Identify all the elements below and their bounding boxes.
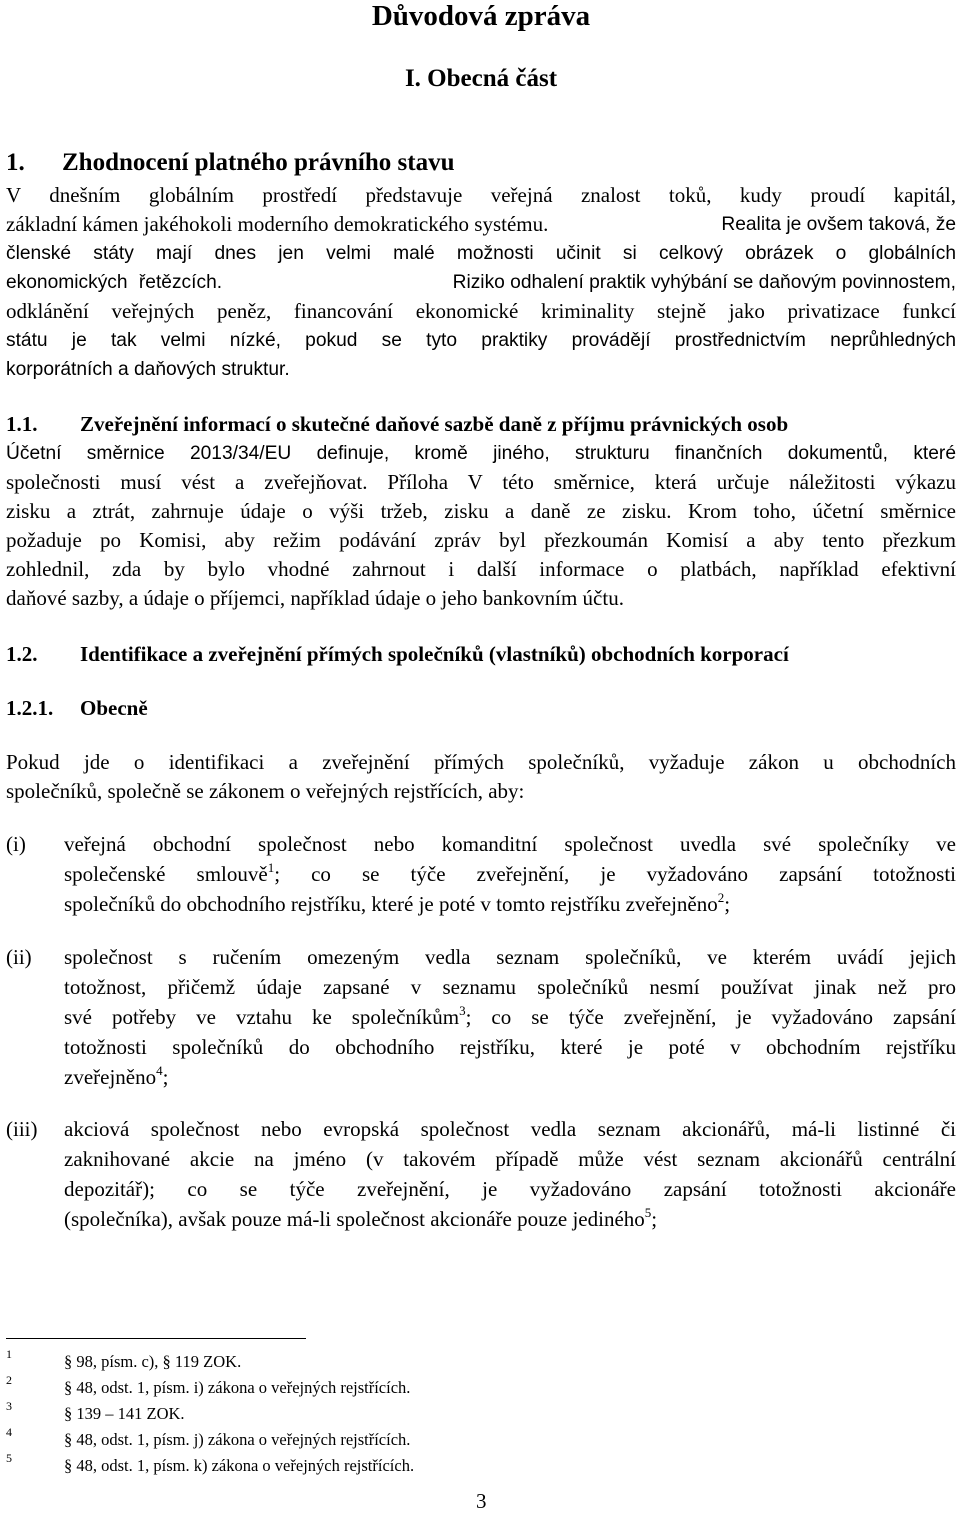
list-item-fragment: ; co se týče zveřejnění, je vyžadováno zapsání totožnosti [274,862,956,886]
list-item-line: zaknihované akcie na jméno (v takovém případě může vést seznam akcionářů centrální [64,1147,956,1171]
list-item-line [64,860,956,889]
page-number: 3 [476,1489,487,1513]
section-1-title: Zhodnocení platného právního stavu [62,149,455,176]
list-item-line: totožnosti společníků do obchodního rejstříku, které je poté v obchodním rejstříku [64,1035,956,1059]
footnote-number: 5 [6,1451,12,1465]
paragraph-line: korporátních a daňových struktur. [6,359,290,380]
list-item-fragment: zveřejněno [64,1065,157,1089]
list-item-fragment: ; co se týče zveřejnění, je vyžadováno zapsání [465,1005,956,1029]
list-item-fragment: ; [724,892,731,916]
paragraph-line: odklánění veřejných peněz, financování ekonomické kriminality stejně jako privatizace funkcí [6,299,956,323]
section-1-1-number: 1.1. [6,412,38,436]
footnote-ref: 1 [267,860,275,875]
paragraph-line: zisku a ztrát, zahrnuje údaje o výši tržeb, zisku a daně ze zisku. Krom toho, účetní směrnice [6,499,956,523]
paragraph-fragment: Realita je ovšem taková, že [721,214,956,235]
footnote-text: § 48, odst. 1, písm. i) zákona o veřejných rejstřících. [64,1378,411,1397]
list-item-line: společnost s ručením omezeným vedla seznam společníků, ve kterém uvádí jejich [64,945,956,969]
footnote [6,1399,706,1428]
footnote-text: § 48, odst. 1, písm. j) zákona o veřejných rejstřících. [64,1430,411,1449]
footnote-ref: 2 [717,890,725,905]
paragraph-fragment: Riziko odhalení praktik vyhýbání se daňovým povinnostem, [452,272,956,293]
section-1-heading [6,148,956,177]
footnote [6,1425,706,1454]
footnote-ref: 5 [644,1205,652,1220]
section-1-1-heading [6,410,956,439]
paragraph-line: Účetní směrnice 2013/34/EU definuje, kromě jiného, strukturu finančních dokumentů, které [6,443,956,464]
list-item-label: (i) [6,832,26,856]
section-1-2-1-heading [6,694,956,723]
paragraph-line: požaduje po Komisi, aby režim podávání zpráv byl přezkoumán Komisí a aby tento přezkum [6,528,956,552]
list-item-fragment: společníků do obchodního rejstříku, které je poté v tomto rejstříku zveřejněno [64,892,718,916]
footnote-ref: 4 [156,1063,163,1078]
part-title: I. Obecná část [404,65,558,92]
section-1-1-title: Zveřejnění informací o skutečné daňové sazbě daně z příjmu právnických osob [80,412,789,436]
document-title: Důvodová zpráva [371,0,591,32]
list-item-fragment: společenské smlouvě [64,862,268,886]
section-1-number: 1. [6,149,25,176]
footnote [6,1451,706,1480]
paragraph-line: společnosti musí vést a zveřejňovat. Příloha V této směrnice, která určuje náležitosti výkazu [6,470,956,494]
section-1-2-heading [6,640,956,669]
paragraph-line: státu je tak velmi nízké, pokud se tyto praktiky provádějí prostřednictvím neprůhledných [6,330,956,351]
paragraph-line: Pokud jde o identifikaci a zveřejnění přímých společníků, vyžaduje zákon u obchodních [6,750,956,774]
paragraph-line: zohlednil, zda by bylo vhodné zahrnout i další informace o platbách, například efektivní [6,557,956,581]
section-1-2-title: Identifikace a zveřejnění přímých společníků (vlastníků) obchodních korporací [80,642,789,666]
list-item-line: totožnost, přičemž údaje zapsané v seznamu společníků nesmí používat jinak než pro [64,975,956,999]
paragraph-line [6,210,956,239]
footnote-ref: 3 [459,1003,466,1018]
section-1-2-number: 1.2. [6,642,38,666]
list-item-label: (ii) [6,945,32,969]
list-item-fragment: své potřeby ve vztahu ke společníkům [64,1005,460,1029]
list-item-label: (iii) [6,1117,38,1141]
footnote [6,1373,706,1402]
paragraph-line: členské státy mají dnes jen velmi malé možnosti učinit si celkový obrázek o globálních [6,243,956,264]
list-item-line: veřejná obchodní společnost nebo komanditní společnost uvedla své společníky ve [64,832,956,856]
list-item-line [64,890,956,919]
paragraph-line: V dnešním globálním prostředí představuje veřejná znalost toků, kudy proudí kapitál, [6,183,956,207]
list-item-line [64,1063,956,1092]
footnote-number: 2 [6,1373,12,1387]
footnote-number: 1 [6,1347,12,1361]
paragraph-fragment: základní kámen jakéhokoli moderního demokratického systému. [6,212,549,236]
section-1-2-1-number: 1.2.1. [6,696,54,720]
list-item-line [64,1205,956,1234]
paragraph-line: daňové sazby, a údaje o příjemci, například údaje o jeho bankovním účtu. [6,586,624,610]
paragraph-fragment: ekonomických řetězcích. [6,272,223,293]
paragraph-line: společníků, společně se zákonem o veřejných rejstřících, aby: [6,779,525,803]
list-item-fragment: ; [162,1065,169,1089]
footnote [6,1347,706,1376]
list-item-line: akciová společnost nebo evropská společnost vedla seznam akcionářů, má-li listinné či [64,1117,956,1141]
footnote-number: 4 [6,1425,12,1439]
footnote-number: 3 [6,1399,12,1413]
footnote-separator [6,1338,306,1339]
paragraph-line [6,268,956,297]
list-item-fragment: ; [651,1207,658,1231]
section-1-2-1-title: Obecně [80,696,148,720]
footnote-text: § 139 – 141 ZOK. [64,1404,185,1423]
footnote-text: § 48, odst. 1, písm. k) zákona o veřejných rejstřících. [64,1456,415,1475]
list-item-fragment: (společníka), avšak pouze má-li společnost akcionáře pouze jediného [64,1207,645,1231]
list-item-line [64,1003,956,1032]
footnote-text: § 98, písm. c), § 119 ZOK. [64,1352,242,1371]
list-item-line: depozitář); co se týče zveřejnění, je vyžadováno zapsání totožnosti akcionáře [64,1177,956,1201]
